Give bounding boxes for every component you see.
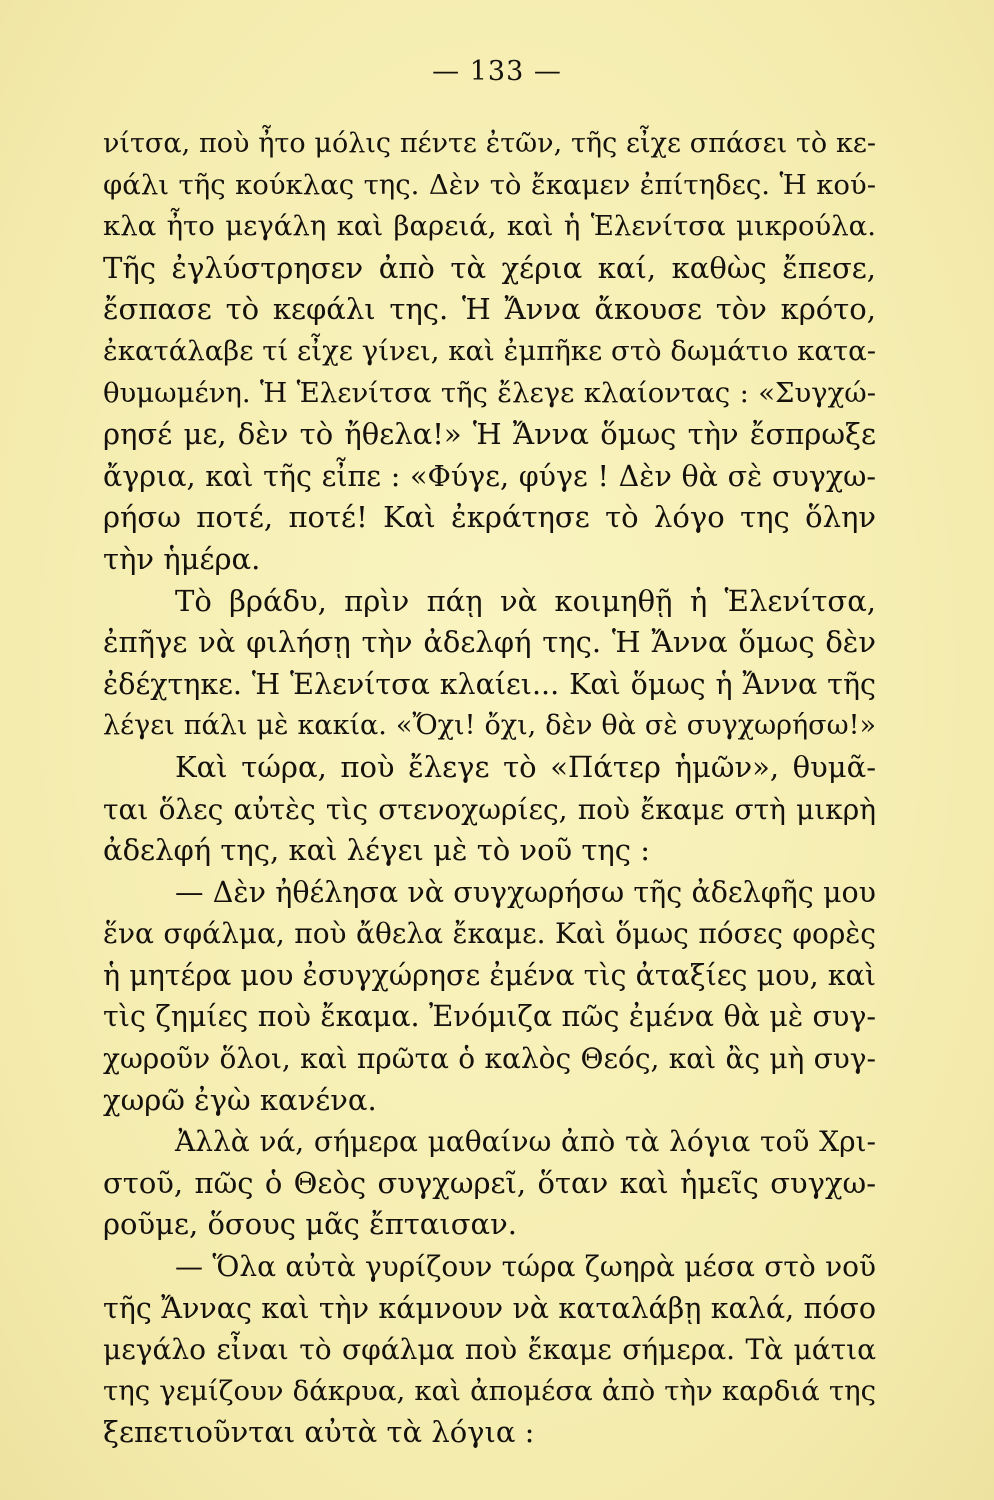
text-line: ἐκατάλαβε τί εἶχε γίνει, καὶ ἐμπῆκε στὸ δωμάτιο κατα- (103, 334, 876, 367)
text-line: λέγει πάλι μὲ κακία. «Ὄχι! ὄχι, δὲν θὰ σὲ συγχωρήσω!» (103, 710, 876, 742)
text-line: — Ὅλα αὐτὰ γυρίζουν τώρα ζωηρὰ μέσα στὸ νοῦ (175, 1250, 876, 1284)
text-line: ροῦμε, ὅσους μᾶς ἔπταισαν. (103, 1207, 517, 1242)
text-line: ἀδελφή της, καὶ λέγει μὲ τὸ νοῦ της : (103, 833, 651, 868)
text-line: ἔσπασε τὸ κεφάλι της. Ἡ Ἄννα ἄκουσε τὸν κρότο, (103, 292, 876, 327)
text-line: ἕνα σφάλμα, ποὺ ἄθελα ἔκαμε. Καὶ ὅμως πόσες φορὲς (103, 917, 876, 951)
text-line: Καὶ τώρα, ποὺ ἔλεγε τὸ «Πάτερ ἡμῶν», θυμᾶ- (175, 749, 876, 784)
text-line: στοῦ, πῶς ὁ Θεὸς συγχωρεῖ, ὅταν καὶ ἡμεῖς συγχω- (103, 1165, 876, 1200)
text-line: τὴν ἡμέρα. (103, 541, 261, 576)
text-line: ἐδέχτηκε. Ἡ Ἑλενίτσα κλαίει... Καὶ ὅμως ἡ Ἄννα τῆς (103, 667, 876, 701)
text-line: τὶς ζημίες ποὺ ἔκαμα. Ἐνόμιζα πῶς ἐμένα θὰ μὲ συγ- (103, 1000, 876, 1034)
text-line: Τῆς ἐγλύστρησεν ἀπὸ τὰ χέρια καί, καθὼς ἔπεσε, (103, 250, 876, 285)
text-line: μεγάλο εἶναι τὸ σφάλμα ποὺ ἔκαμε σήμερα. Τὰ μάτια (103, 1333, 876, 1367)
text-line: τῆς Ἄννας καὶ τὴν κάμνουν νὰ καταλάβῃ καλά, πόσο (103, 1291, 876, 1325)
body-text (103, 123, 876, 1454)
text-line: Τὸ βράδυ, πρὶν πάῃ νὰ κοιμηθῇ ἡ Ἑλενίτσα, (175, 583, 876, 618)
text-line: φάλι τῆς κούκλας της. Δὲν τὸ ἔκαμεν ἐπίτηδες. Ἡ κού- (103, 168, 876, 201)
text-line: ἄγρια, καὶ τῆς εἶπε : «Φύγε, φύγε ! Δὲν θὰ σὲ συγχω- (103, 459, 876, 493)
text-line: ρήσω ποτέ, ποτέ! Καὶ ἐκράτησε τὸ λόγο της ὅλην (103, 500, 876, 535)
text-line: ἐπῆγε νὰ φιλήσῃ τὴν ἀδελφή της. Ἡ Ἄννα ὅμως δὲν (103, 625, 876, 660)
text-line: νίτσα, ποὺ ἦτο μόλις πέντε ἐτῶν, τῆς εἶχε σπάσει τὸ κε- (103, 128, 876, 159)
text-line: θυμωμένη. Ἡ Ἑλενίτσα τῆς ἔλεγε κλαίοντας : «Συγχώ- (103, 376, 876, 409)
page-number: — 133 — (432, 56, 562, 87)
text-line: χωροῦν ὅλοι, καὶ πρῶτα ὁ καλὸς Θεός, καὶ ἂς μὴ συγ- (103, 1042, 876, 1076)
text-line: χωρῶ ἐγὼ κανένα. (103, 1082, 377, 1117)
text-line: ρησέ με, δὲν τὸ ἤθελα!» Ἡ Ἄννα ὅμως τὴν ἔσπρωξε (103, 417, 876, 452)
text-line: ἡ μητέρα μου ἐσυγχώρησε ἐμένα τὶς ἀταξίες μου, καὶ (103, 958, 876, 992)
text-line: — Δὲν ἠθέλησα νὰ συγχωρήσω τῆς ἀδελφῆς μου (175, 875, 876, 909)
text-line: ται ὅλες αὐτὲς τὶς στενοχωρίες, ποὺ ἔκαμε στὴ μικρὴ (103, 792, 876, 826)
text-line: Ἀλλὰ νά, σήμερα μαθαίνω ἀπὸ τὰ λόγια τοῦ Χρι- (175, 1125, 876, 1159)
text-line: ξεπετιοῦνται αὐτὰ τὰ λόγια : (103, 1415, 535, 1450)
text-line: κλα ἦτο μεγάλη καὶ βαρειά, καὶ ἡ Ἑλενίτσα μικρούλα. (103, 210, 876, 243)
text-line: της γεμίζουν δάκρυα, καὶ ἀπομέσα ἀπὸ τὴν καρδιά της (103, 1374, 876, 1407)
